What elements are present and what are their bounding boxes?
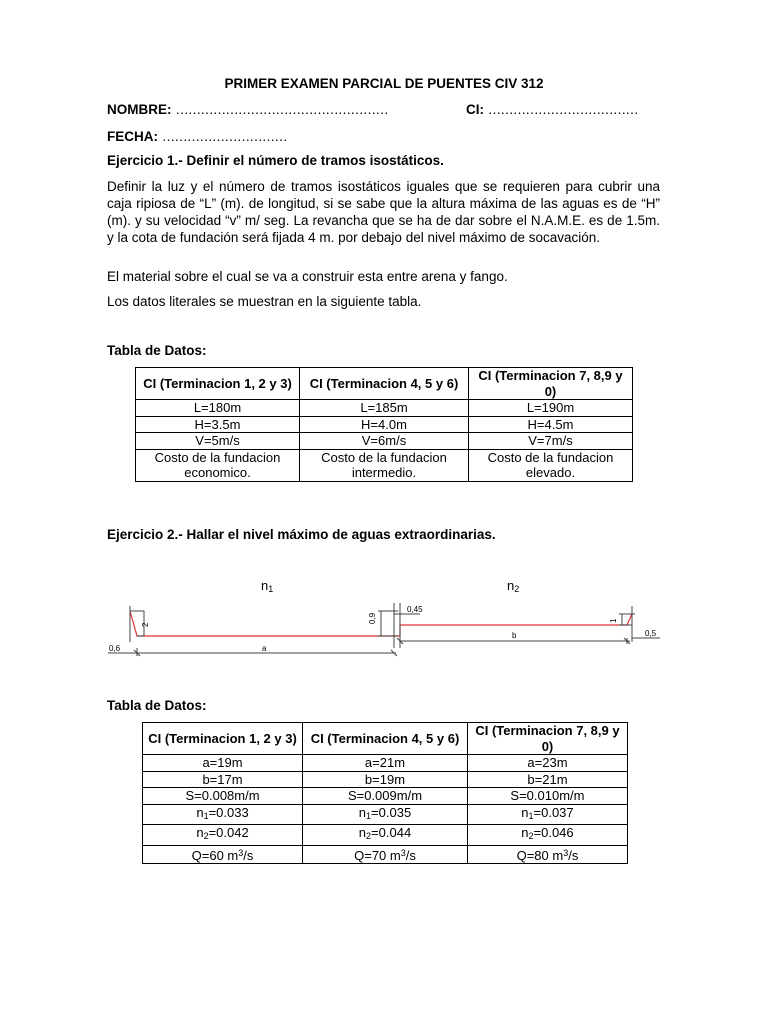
- table-cell: b=21m: [467, 771, 627, 788]
- ci-line: [466, 102, 638, 117]
- table-cell: Costo de la fundacion elevado.: [468, 449, 632, 481]
- page-title: PRIMER EXAMEN PARCIAL DE PUENTES CIV 312: [224, 76, 544, 91]
- table-cell: $n_1=0.033$: [143, 804, 303, 825]
- table-header-cell: CI (Terminacion 4, 5 y 6): [300, 368, 469, 400]
- table-header-cell: CI (Terminacion 7, 8,9 y 0): [468, 368, 632, 400]
- dim-045-label: 0,45: [407, 605, 423, 614]
- n1-label: [261, 578, 273, 594]
- dim-1-label: 1: [609, 618, 618, 623]
- ci-label: CI:: [466, 102, 484, 117]
- table-cell: $n_1=0.037$: [467, 804, 627, 825]
- table-cell: S=0.009m/m: [303, 788, 468, 805]
- table-row: [143, 755, 628, 772]
- dim-a-label: a: [262, 644, 267, 653]
- fecha-line: [107, 129, 287, 144]
- channel-profile-left: [130, 611, 400, 636]
- fecha-label: FECHA:: [107, 129, 158, 144]
- table-header-cell: CI (Terminacion 1, 2 y 3): [143, 723, 303, 755]
- table-cell: L=185m: [300, 400, 469, 417]
- table-row: [136, 416, 633, 433]
- nombre-label: NOMBRE:: [107, 102, 172, 117]
- channel-profile-right: [400, 614, 632, 625]
- table-header-cell: CI (Terminacion 1, 2 y 3): [136, 368, 300, 400]
- n2-label: [507, 578, 519, 594]
- fecha-dots: …………………………: [161, 129, 287, 144]
- exercise1-heading: Ejercicio 1.- Definir el número de tramos isostáticos.: [107, 153, 444, 168]
- table-cell: Q=80 $m^3/s$: [467, 845, 627, 864]
- table-cell: L=190m: [468, 400, 632, 417]
- table-cell: a=19m: [143, 755, 303, 772]
- table-cell: $n_2=0.044$: [303, 825, 468, 846]
- table-cell: b=19m: [303, 771, 468, 788]
- exercise1-data-table: [135, 367, 633, 482]
- table-cell: a=23m: [467, 755, 627, 772]
- table-row: [136, 400, 633, 417]
- table-row: [143, 771, 628, 788]
- dim-2-label: 2: [141, 622, 150, 627]
- dim-09-label: 0,9: [368, 612, 377, 624]
- table-row-n1: [143, 804, 628, 825]
- table-row-q: [143, 845, 628, 864]
- table-header-row: [136, 368, 633, 400]
- table-cell: Q=60 $m^3/s$: [143, 845, 303, 864]
- table-cell: $n_1=0.035$: [303, 804, 468, 825]
- table-cell: V=7m/s: [468, 433, 632, 450]
- exercise2-data-table: [142, 722, 628, 864]
- exercise2-heading: Ejercicio 2.- Hallar el nivel máximo de aguas extraordinarias.: [107, 527, 496, 542]
- exercise1-paragraph2: El material sobre el cual se va a construir esta entre arena y fango.: [107, 269, 508, 284]
- ci-dots: ………………………………: [487, 102, 638, 117]
- table-cell: V=6m/s: [300, 433, 469, 450]
- dim-05-label: 0,5: [645, 629, 657, 638]
- table-row: [143, 788, 628, 805]
- table-cell: H=4.0m: [300, 416, 469, 433]
- table-header-row: [143, 723, 628, 755]
- dim-b-label: b: [512, 631, 517, 640]
- table-cell: V=5m/s: [136, 433, 300, 450]
- table-header-cell: CI (Terminacion 4, 5 y 6): [303, 723, 468, 755]
- nombre-dots: ……………………………………………: [175, 102, 388, 117]
- table-cell: H=3.5m: [136, 416, 300, 433]
- table-row: [136, 449, 633, 481]
- dim-06-label: 0,6: [109, 644, 121, 653]
- table-cell: H=4.5m: [468, 416, 632, 433]
- table-cell: b=17m: [143, 771, 303, 788]
- n1-sub: 1: [268, 584, 274, 594]
- n1-base: n: [261, 578, 269, 593]
- table-row-n2: [143, 825, 628, 846]
- n2-sub: 2: [514, 584, 520, 594]
- table-header-cell: CI (Terminacion 7, 8,9 y 0): [467, 723, 627, 755]
- cross-section-diagram: [100, 598, 670, 662]
- table-cell: Q=70 $m^3/s$: [303, 845, 468, 864]
- table-cell: a=21m: [303, 755, 468, 772]
- exercise1-table-title: Tabla de Datos:: [107, 343, 207, 358]
- exercise1-paragraph3: Los datos literales se muestran en la siguiente tabla.: [107, 294, 422, 309]
- table-cell: Costo de la fundacion intermedio.: [300, 449, 469, 481]
- table-cell: Costo de la fundacion economico.: [136, 449, 300, 481]
- table-cell: $n_2=0.046$: [467, 825, 627, 846]
- table-cell: $n_2=0.042$: [143, 825, 303, 846]
- table-cell: S=0.010m/m: [467, 788, 627, 805]
- table-cell: S=0.008m/m: [143, 788, 303, 805]
- n2-base: n: [507, 578, 515, 593]
- exercise1-paragraph1: Definir la luz y el número de tramos isostáticos iguales que se requieren para cubrir una caja ripiosa de “L” (m). de longitud, si se sabe que la altura máxima de las aguas es de “H” (m). y su velocidad “v” m/ seg. La revancha que se ha de dar sobre el N.A.M.E. es de 1.5m. y la cota de fundación será fijada 4 m. por debajo del nivel máximo de socavación.: [107, 179, 660, 245]
- exercise2-table-title: Tabla de Datos:: [107, 698, 207, 713]
- nombre-line: [107, 102, 388, 117]
- table-row: [136, 433, 633, 450]
- table-cell: L=180m: [136, 400, 300, 417]
